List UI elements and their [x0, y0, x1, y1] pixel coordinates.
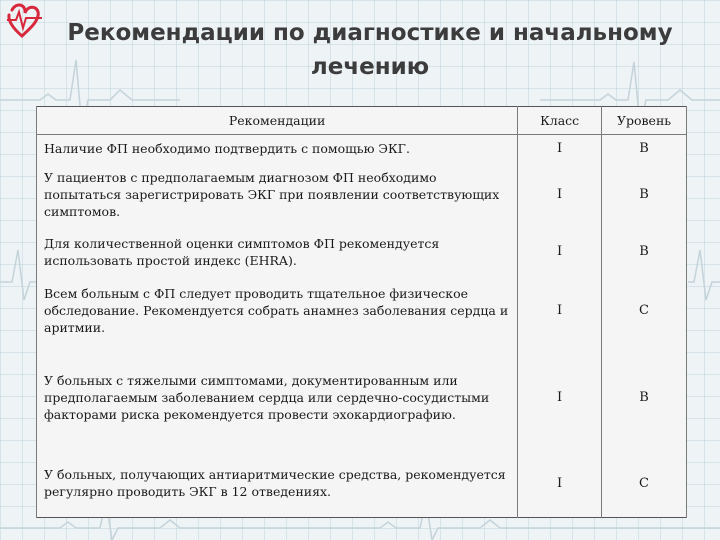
level-value: B — [602, 346, 687, 450]
recommendations-table — [36, 106, 687, 518]
recommendation-text: Наличие ФП необходимо подтвердить с помощью ЭКГ. — [37, 135, 518, 162]
table-header-row — [37, 107, 687, 135]
class-value: I — [518, 135, 602, 162]
level-value: C — [602, 276, 687, 346]
level-value: B — [602, 162, 687, 228]
class-value: I — [518, 450, 602, 518]
class-value: I — [518, 276, 602, 346]
level-value: C — [602, 450, 687, 518]
table-row — [37, 135, 687, 162]
recommendation-text: У больных, получающих антиаритмические средства, рекомендуется регулярно проводить ЭКГ в 12 отведениях. — [37, 450, 518, 518]
table-row — [37, 162, 687, 228]
recommendation-text: У больных с тяжелыми симптомами, документированным или предполагаемым заболеванием сердца или сердечно-сосудистыми факторами риска рекомендуется провести эхокардиографию. — [37, 346, 518, 450]
class-value: I — [518, 346, 602, 450]
table-row — [37, 450, 687, 518]
header-level: Уровень — [602, 107, 687, 135]
page-title: Рекомендации по диагностике и начальному лечению — [67, 20, 673, 80]
class-value: I — [518, 162, 602, 228]
recommendation-text: У пациентов с предполагаемым диагнозом ФП необходимо попытаться зарегистрировать ЭКГ при появлении соответствующих симптомов. — [37, 162, 518, 228]
level-value: B — [602, 228, 687, 276]
table-row — [37, 276, 687, 346]
header-recommendations: Рекомендации — [37, 107, 518, 135]
table-row — [37, 346, 687, 450]
class-value: I — [518, 228, 602, 276]
recommendation-text: Для количественной оценки симптомов ФП рекомендуется использовать простой индекс (EHRA). — [37, 228, 518, 276]
level-value: B — [602, 135, 687, 162]
header-class: Класс — [518, 107, 602, 135]
table-row — [37, 228, 687, 276]
recommendation-text: Всем больным с ФП следует проводить тщательное физическое обследование. Рекомендуется собрать анамнез заболевания сердца и аритмии. — [37, 276, 518, 346]
